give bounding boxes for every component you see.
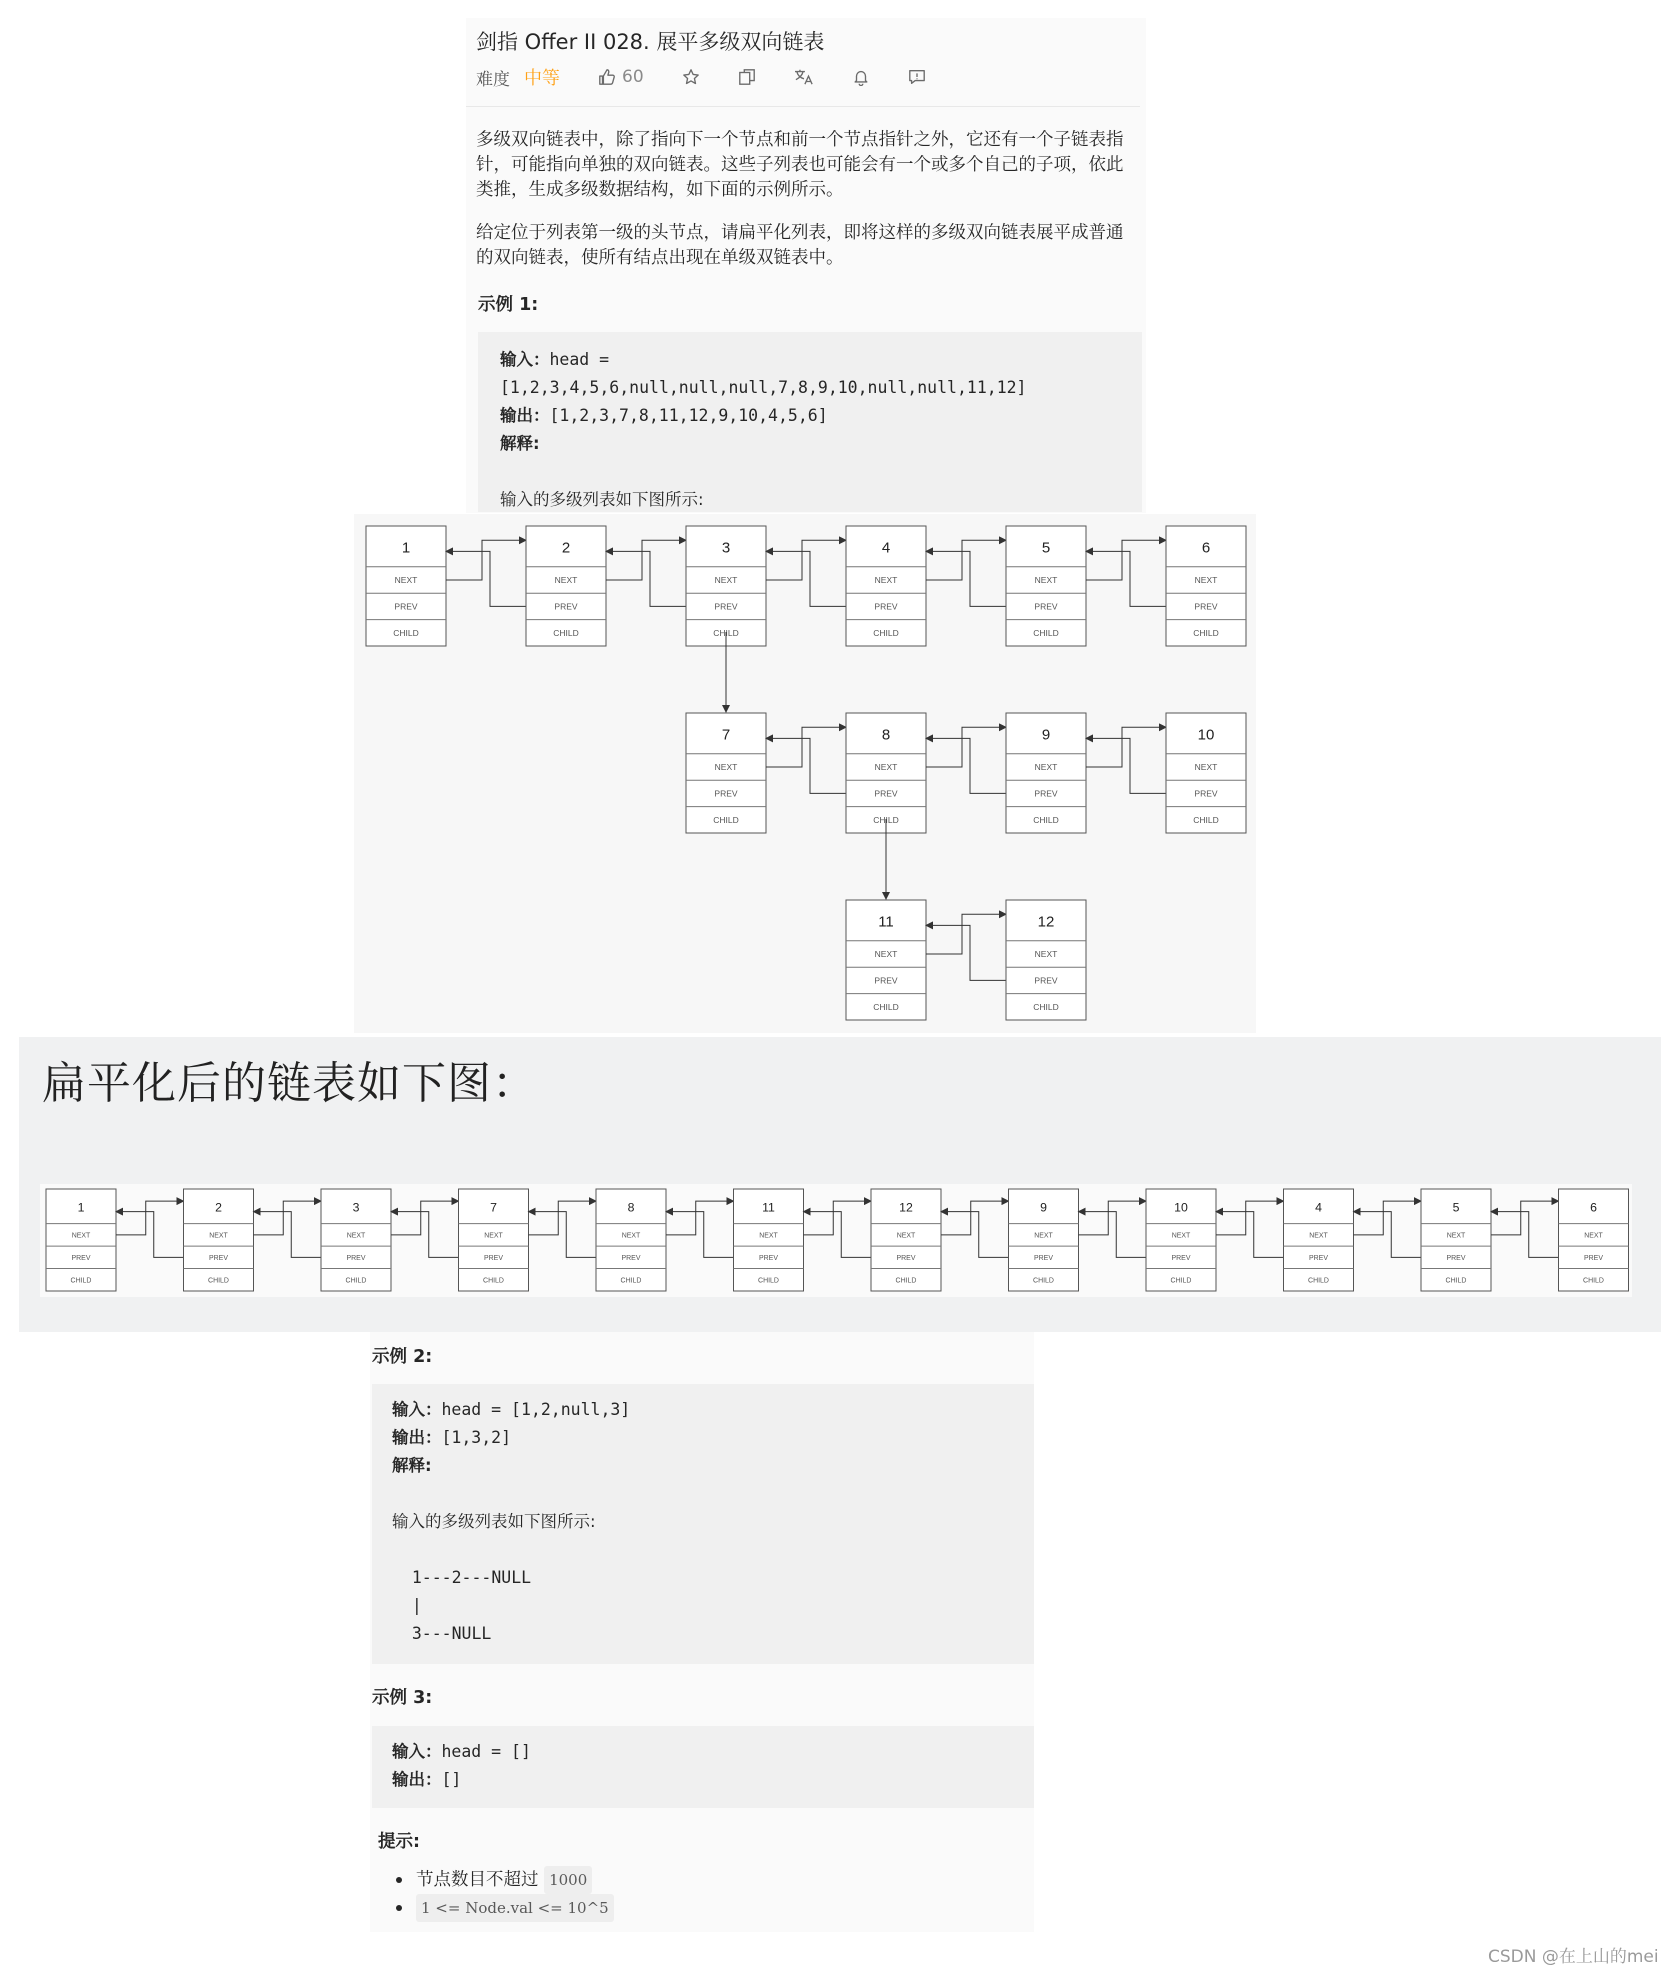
node-field-label: PREV	[874, 975, 898, 986]
node-value: 4	[1315, 1200, 1322, 1215]
node-field-label: PREV	[1034, 601, 1058, 612]
explain-label: 解释:	[392, 1456, 432, 1475]
input-label: 输入：	[500, 350, 550, 369]
next-pointer	[666, 1201, 734, 1235]
node-field-label: CHILD	[620, 1277, 642, 1285]
node-value: 11	[878, 913, 894, 931]
next-pointer	[766, 727, 846, 767]
list-node	[871, 1189, 941, 1291]
node-field-label: NEXT	[1171, 1232, 1191, 1240]
node-value: 10	[1174, 1200, 1188, 1215]
list-node	[1166, 526, 1246, 646]
next-pointer	[926, 540, 1006, 580]
multilevel-list-svg	[360, 520, 1250, 1027]
input-label: 输入：	[392, 1742, 442, 1761]
node-value: 2	[215, 1200, 222, 1215]
node-field-label: PREV	[759, 1255, 778, 1263]
share-button[interactable]	[738, 68, 756, 86]
node-field-label: NEXT	[71, 1232, 91, 1240]
node-value: 8	[881, 726, 891, 744]
node-value: 3	[721, 539, 731, 557]
prev-pointer	[766, 551, 846, 606]
next-pointer	[116, 1201, 184, 1235]
list-node	[846, 713, 926, 833]
node-field-label: PREV	[1034, 788, 1058, 799]
node-field-label: CHILD	[895, 1277, 917, 1285]
example-3-code-block	[372, 1726, 1034, 1808]
tips-list	[396, 1866, 614, 1922]
input-value-cont: [1,2,3,4,5,6,null,null,null,7,8,9,10,null,null,11,12]	[500, 378, 1027, 397]
node-field-label: CHILD	[1033, 1001, 1059, 1012]
like-count: 60	[622, 67, 644, 87]
ascii-art-line: 3---NULL	[392, 1624, 492, 1643]
node-field-label: PREV	[621, 1255, 641, 1263]
node-field-label: NEXT	[394, 575, 418, 586]
input-value: head = [1,2,null,3]	[441, 1400, 631, 1419]
list-node	[686, 526, 766, 646]
node-field-label: CHILD	[345, 1277, 367, 1285]
prev-pointer	[926, 925, 1006, 980]
list-node	[184, 1189, 254, 1291]
output-label: 输出：	[392, 1428, 442, 1447]
next-pointer	[254, 1201, 322, 1235]
node-field-label: PREV	[1194, 601, 1218, 612]
list-node	[321, 1189, 391, 1291]
tip-code: 1000	[544, 1866, 592, 1894]
next-pointer	[529, 1201, 597, 1235]
node-value: 4	[881, 539, 891, 557]
prev-pointer	[926, 738, 1006, 793]
node-field-label: NEXT	[714, 762, 738, 773]
node-field-label: NEXT	[554, 575, 578, 586]
list-node	[1146, 1189, 1216, 1291]
node-field-label: NEXT	[1034, 949, 1058, 960]
node-field-label: NEXT	[759, 1232, 778, 1240]
node-field-label: NEXT	[1034, 762, 1058, 773]
node-field-label: PREV	[554, 601, 578, 612]
bullet	[396, 1905, 402, 1911]
tip-item	[396, 1894, 614, 1922]
list-node	[596, 1189, 666, 1291]
output-value: []	[441, 1770, 462, 1789]
node-field-label: CHILD	[713, 814, 739, 825]
node-value: 12	[1037, 913, 1055, 931]
description-paragraph-1: 多级双向链表中，除了指向下一个节点和前一个节点指针之外，它还有一个子链表指针，可能指向单独的双向链表。这些子列表也可能会有一个或多个自己的子项，依此类推，生成多级数据结构，如下面的示例所示。	[476, 130, 1124, 200]
node-field-label: CHILD	[483, 1277, 504, 1285]
list-node	[1559, 1189, 1629, 1291]
node-field-label: CHILD	[713, 627, 739, 638]
node-value: 9	[1040, 1200, 1047, 1215]
next-pointer	[391, 1201, 459, 1235]
next-pointer	[1086, 540, 1166, 580]
node-field-label: CHILD	[208, 1277, 229, 1285]
bell-icon	[852, 68, 870, 86]
tip-code: 1 <= Node.val <= 10^5	[416, 1894, 614, 1922]
list-node	[686, 713, 766, 833]
node-field-label: CHILD	[1033, 627, 1059, 638]
favorite-button[interactable]	[682, 68, 700, 86]
flattened-heading: 扁平化后的链表如下图：	[42, 1058, 537, 1109]
example-1-title: 示例 1:	[478, 295, 539, 315]
example-1-code-block	[478, 332, 1142, 512]
star-icon	[682, 68, 700, 86]
ascii-art-line: |	[392, 1596, 422, 1615]
node-value: 5	[1452, 1200, 1460, 1215]
input-label: 输入：	[392, 1400, 442, 1419]
node-field-label: NEXT	[484, 1232, 503, 1240]
node-field-label: PREV	[1584, 1255, 1603, 1263]
tip-item	[396, 1866, 614, 1894]
node-field-label: NEXT	[874, 949, 898, 960]
list-node	[1284, 1189, 1354, 1291]
node-field-label: NEXT	[874, 762, 898, 773]
node-field-label: CHILD	[873, 1001, 899, 1012]
node-field-label: NEXT	[209, 1232, 228, 1240]
next-pointer	[926, 914, 1006, 954]
next-pointer	[606, 540, 686, 580]
node-value: 11	[762, 1200, 775, 1215]
share-icon	[738, 68, 756, 86]
node-field-label: PREV	[1309, 1255, 1328, 1263]
explain-label: 解释:	[500, 434, 540, 453]
translate-button[interactable]	[794, 68, 814, 86]
next-pointer	[446, 540, 526, 580]
node-field-label: PREV	[1194, 788, 1218, 799]
prev-pointer	[926, 551, 1006, 606]
node-field-label: NEXT	[1034, 1232, 1053, 1240]
node-field-label: CHILD	[758, 1277, 779, 1285]
flattened-list-svg	[40, 1184, 1632, 1297]
translate-icon	[794, 68, 814, 86]
node-value: 7	[490, 1200, 497, 1215]
node-field-label: PREV	[1446, 1255, 1466, 1263]
node-field-label: CHILD	[873, 627, 899, 638]
next-pointer	[804, 1201, 872, 1235]
output-value: [1,3,2]	[441, 1428, 512, 1447]
example-3-title: 示例 3:	[372, 1688, 433, 1708]
node-value: 6	[1590, 1200, 1597, 1215]
node-field-label: NEXT	[1446, 1232, 1466, 1240]
node-value: 1	[77, 1200, 85, 1215]
list-node	[846, 900, 926, 1020]
node-value: 9	[1041, 726, 1051, 744]
node-field-label: PREV	[874, 788, 898, 799]
node-field-label: PREV	[346, 1255, 366, 1263]
next-pointer	[1086, 727, 1166, 767]
list-node	[734, 1189, 804, 1291]
list-node	[1166, 713, 1246, 833]
prev-pointer	[766, 738, 846, 793]
node-value: 2	[561, 539, 571, 557]
explain-note: 输入的多级列表如下图所示:	[500, 490, 704, 509]
node-field-label: CHILD	[1193, 627, 1219, 638]
node-field-label: NEXT	[1034, 575, 1058, 586]
next-pointer	[926, 727, 1006, 767]
list-node	[526, 526, 606, 646]
node-field-label: PREV	[71, 1255, 91, 1263]
node-field-label: NEXT	[1194, 575, 1218, 586]
example-2-title: 示例 2:	[372, 1347, 433, 1367]
node-field-label: NEXT	[1194, 762, 1218, 773]
node-field-label: PREV	[394, 601, 418, 612]
watermark: CSDN @在上山的mei	[1488, 1947, 1659, 1967]
difficulty-badge: 中等	[524, 68, 560, 89]
multilevel-list-diagram	[354, 514, 1256, 1033]
next-pointer	[766, 540, 846, 580]
prev-pointer	[606, 551, 686, 606]
feedback-button[interactable]	[908, 68, 926, 86]
difficulty-label: 难度	[476, 69, 510, 90]
node-field-label: CHILD	[393, 627, 419, 638]
list-node	[846, 526, 926, 646]
node-field-label: PREV	[874, 601, 898, 612]
list-node	[1006, 900, 1086, 1020]
node-field-label: NEXT	[346, 1232, 366, 1240]
node-field-label: PREV	[714, 788, 738, 799]
node-field-label: CHILD	[70, 1277, 92, 1285]
node-field-label: PREV	[1034, 1255, 1053, 1263]
problem-title: 剑指 Offer II 028. 展平多级双向链表	[476, 30, 825, 54]
node-field-label: CHILD	[1445, 1277, 1467, 1285]
node-value: 3	[352, 1200, 360, 1215]
node-value: 8	[627, 1200, 635, 1215]
node-field-label: PREV	[1034, 975, 1058, 986]
output-label: 输出：	[500, 406, 550, 425]
prev-pointer	[1086, 738, 1166, 793]
node-field-label: CHILD	[1033, 1277, 1054, 1285]
node-value: 12	[899, 1200, 913, 1215]
node-value: 7	[721, 726, 731, 744]
node-field-label: CHILD	[1033, 814, 1059, 825]
example-2-code-block	[372, 1384, 1034, 1664]
flattened-list-diagram	[40, 1184, 1632, 1297]
node-field-label: CHILD	[873, 814, 899, 825]
list-node	[1006, 526, 1086, 646]
node-field-label: CHILD	[1308, 1277, 1329, 1285]
thumbs-up-icon	[598, 68, 616, 86]
list-node	[46, 1189, 116, 1291]
input-value: head =	[549, 350, 610, 369]
tips-title: 提示:	[378, 1832, 420, 1852]
divider	[466, 106, 1140, 107]
node-field-label: CHILD	[553, 627, 579, 638]
prev-pointer	[1086, 551, 1166, 606]
next-pointer	[1216, 1201, 1284, 1235]
next-pointer	[1079, 1201, 1147, 1235]
list-node	[459, 1189, 529, 1291]
explain-note: 输入的多级列表如下图所示:	[392, 1512, 596, 1531]
node-field-label: NEXT	[874, 575, 898, 586]
output-label: 输出：	[392, 1770, 442, 1789]
node-value: 6	[1201, 539, 1211, 557]
feedback-icon	[908, 68, 926, 86]
next-pointer	[1354, 1201, 1422, 1235]
list-node	[1421, 1189, 1491, 1291]
list-node	[1006, 713, 1086, 833]
node-value: 10	[1197, 726, 1215, 744]
node-field-label: CHILD	[1583, 1277, 1604, 1285]
node-field-label: NEXT	[714, 575, 738, 586]
bullet	[396, 1877, 402, 1883]
node-field-label: PREV	[484, 1255, 503, 1263]
ascii-art-line: 1---2---NULL	[392, 1568, 532, 1587]
description-paragraph-2: 给定位于列表第一级的头节点，请扁平化列表，即将这样的多级双向链表展平成普通的双向链表，使所有结点出现在单级双链表中。	[476, 223, 1124, 268]
list-node	[1009, 1189, 1079, 1291]
node-field-label: NEXT	[896, 1232, 916, 1240]
node-field-label: CHILD	[1193, 814, 1219, 825]
problem-meta-toolbar	[476, 64, 964, 90]
output-value: [1,2,3,7,8,11,12,9,10,4,5,6]	[549, 406, 828, 425]
tip-text: 节点数目不超过	[416, 1870, 539, 1890]
node-field-label: PREV	[1171, 1255, 1191, 1263]
like-button[interactable]	[598, 67, 644, 87]
node-field-label: NEXT	[1584, 1232, 1603, 1240]
node-value: 1	[401, 539, 411, 557]
next-pointer	[1491, 1201, 1559, 1235]
node-field-label: PREV	[209, 1255, 228, 1263]
input-value: head = []	[441, 1742, 531, 1761]
next-pointer	[941, 1201, 1009, 1235]
prev-pointer	[446, 551, 526, 606]
node-field-label: CHILD	[1170, 1277, 1192, 1285]
node-field-label: NEXT	[621, 1232, 641, 1240]
node-value: 5	[1041, 539, 1051, 557]
subscribe-button[interactable]	[852, 68, 870, 86]
node-field-label: PREV	[896, 1255, 916, 1263]
node-field-label: NEXT	[1309, 1232, 1328, 1240]
list-node	[366, 526, 446, 646]
node-field-label: PREV	[714, 601, 738, 612]
